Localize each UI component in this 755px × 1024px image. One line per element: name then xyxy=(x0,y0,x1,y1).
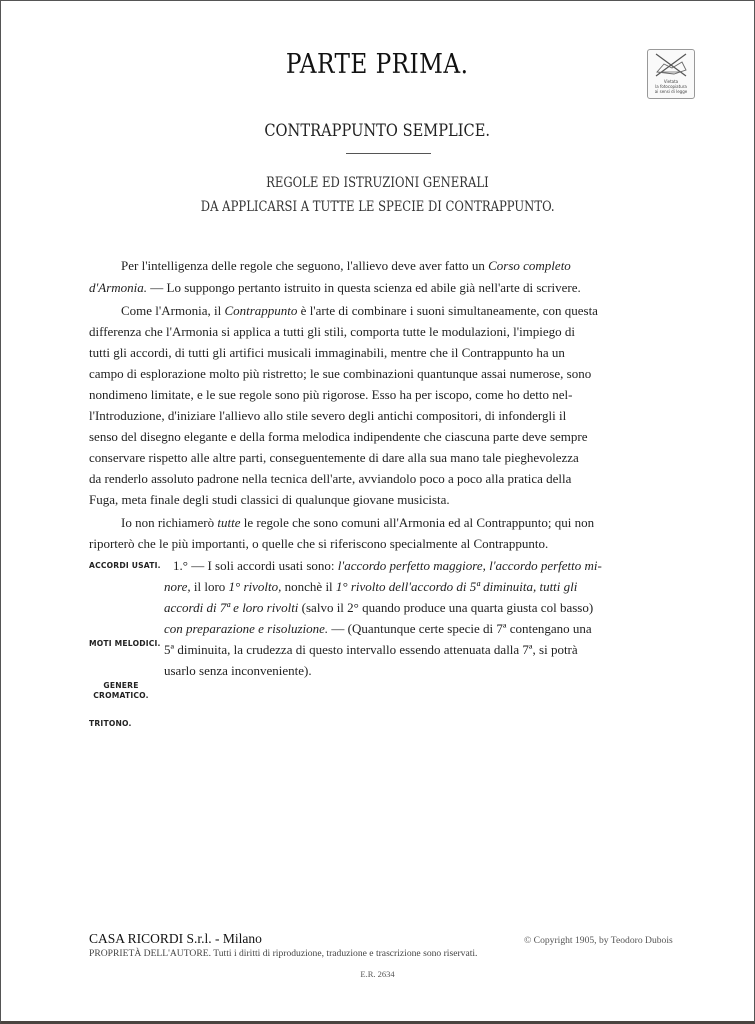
rights-notice: PROPRIETÀ DELL'AUTORE. Tutti i diritti di riproduzione, traduzione e trascrizione sono riservati. xyxy=(89,948,478,959)
page-title-text: PARTE PRIMA. xyxy=(286,49,469,80)
no-photocopy-glyph-icon xyxy=(652,52,690,78)
stamp-text-line: la fotocopiatura xyxy=(655,84,687,89)
rules-heading-line2 xyxy=(1,199,754,215)
copyright-notice: © Copyright 1905, by Teodoro Dubois xyxy=(524,935,673,946)
intro-p2-line-6: l'Introduzione, d'iniziare l'allievo allo stile severo degli antichi compositori, di infondergli il xyxy=(89,408,567,423)
margin-label-genere-cromatico xyxy=(89,681,153,701)
intro-p2-line-8: conservare rispetto alle altre parti, conseguentemente di dare alla sua mano tale pieghevolezza xyxy=(89,450,579,465)
margin-label-tritono: TRITONO. xyxy=(89,719,132,728)
intro-p1-line-1: Per l'intelligenza delle regole che seguono, l'allievo deve aver fatto un Corso completo xyxy=(121,258,571,273)
intro-p2-line-3: tutti gli accordi, di tutti gli artifici musicali immaginabili, mentre che il Contrappunto ha un xyxy=(89,345,565,360)
intro-p2-line-2: differenza che l'Armonia si applica a tutti gli stili, comporta tutte le modulazioni, l'impiego di xyxy=(89,324,576,339)
intro-p2-line-9: da renderlo assoluto padrone nella tecnica dell'arte, avviandolo poco a poco alla pratica della xyxy=(89,471,572,486)
section-subtitle-text: CONTRAPPUNTO SEMPLICE. xyxy=(264,121,491,141)
margin-label-moti-melodici: MOTI MELODICI. xyxy=(89,639,161,648)
stamp-text-line: Vietata xyxy=(663,79,679,84)
rules-heading-line1-text: REGOLE ED ISTRUZIONI GENERALI xyxy=(266,175,489,191)
stamp-text xyxy=(649,79,693,94)
page-title xyxy=(1,49,754,80)
intro-p3-line-2: riporterò che le più importanti, o quelle che si riferiscono specialmente al Contrappunto. xyxy=(89,536,549,551)
section-subtitle xyxy=(1,121,754,141)
margin-label-genere: GENERE xyxy=(103,681,139,690)
title-divider xyxy=(346,153,431,154)
intro-p2-line-1: Come l'Armonia, il Contrappunto è l'arte di combinare i suoni simultaneamente, con questa xyxy=(121,303,598,318)
rule-1-line-1: 1.° — I soli accordi usati sono: l'accordo perfetto maggiore, l'accordo perfetto mi- xyxy=(173,558,602,573)
margin-label-cromatico: CROMATICO. xyxy=(93,691,149,700)
rule-1-line-2: nore, il loro 1° rivolto, nonchè il 1° rivolto dell'accordo di 5ª diminuita, tutti gli xyxy=(164,579,578,594)
intro-p2-line-10: Fuga, meta finale degli studi classici di qualunque giovane musicista. xyxy=(89,492,450,507)
publisher-name: CASA RICORDI S.r.l. - Milano xyxy=(89,931,262,946)
intro-p2-line-4: campo di esplorazione molto più ristretto; le sue combinazioni quantunque assai numerose, sono xyxy=(89,366,592,381)
no-photocopy-stamp-icon xyxy=(647,49,695,99)
intro-p2-line-5: nondimeno limitate, e le sue regole sono più rigorose. Esso ha per iscopo, come ho detto nel- xyxy=(89,387,573,402)
rule-1-line-4: con preparazione e risoluzione. — (Quantunque certe specie di 7ª contengano una xyxy=(164,621,592,636)
stamp-text-line: ai sensi di legge xyxy=(654,89,688,94)
plate-number: E.R. 2634 xyxy=(360,969,395,979)
intro-p1-line-2: d'Armonia. — Lo suppongo pertanto istruito in questa scienza ed abile già nell'arte di scrivere. xyxy=(89,280,581,295)
rules-heading-line2-text: DA APPLICARSI A TUTTE LE SPECIE DI CONTRAPPUNTO. xyxy=(200,199,555,215)
intro-p2-line-7: senso del disegno elegante e della forma melodica indipendente che ciascuna parte deve sempre xyxy=(89,429,588,444)
rule-1-line-6: usarlo senza inconveniente). xyxy=(164,663,312,678)
margin-label-accordi-usati: ACCORDI USATI. xyxy=(89,561,161,570)
intro-p3-line-1: Io non richiamerò tutte le regole che sono comuni all'Armonia ed al Contrappunto; qui non xyxy=(121,515,595,530)
rule-1-line-5: 5ª diminuita, la crudezza di questo intervallo essendo attenuata dalla 7ª, si potrà xyxy=(164,642,578,657)
rule-1-line-3: accordi di 7ª e loro rivolti (salvo il 2° quando produce una quarta giusta col basso) xyxy=(164,600,594,615)
rules-heading-line1 xyxy=(1,175,754,191)
